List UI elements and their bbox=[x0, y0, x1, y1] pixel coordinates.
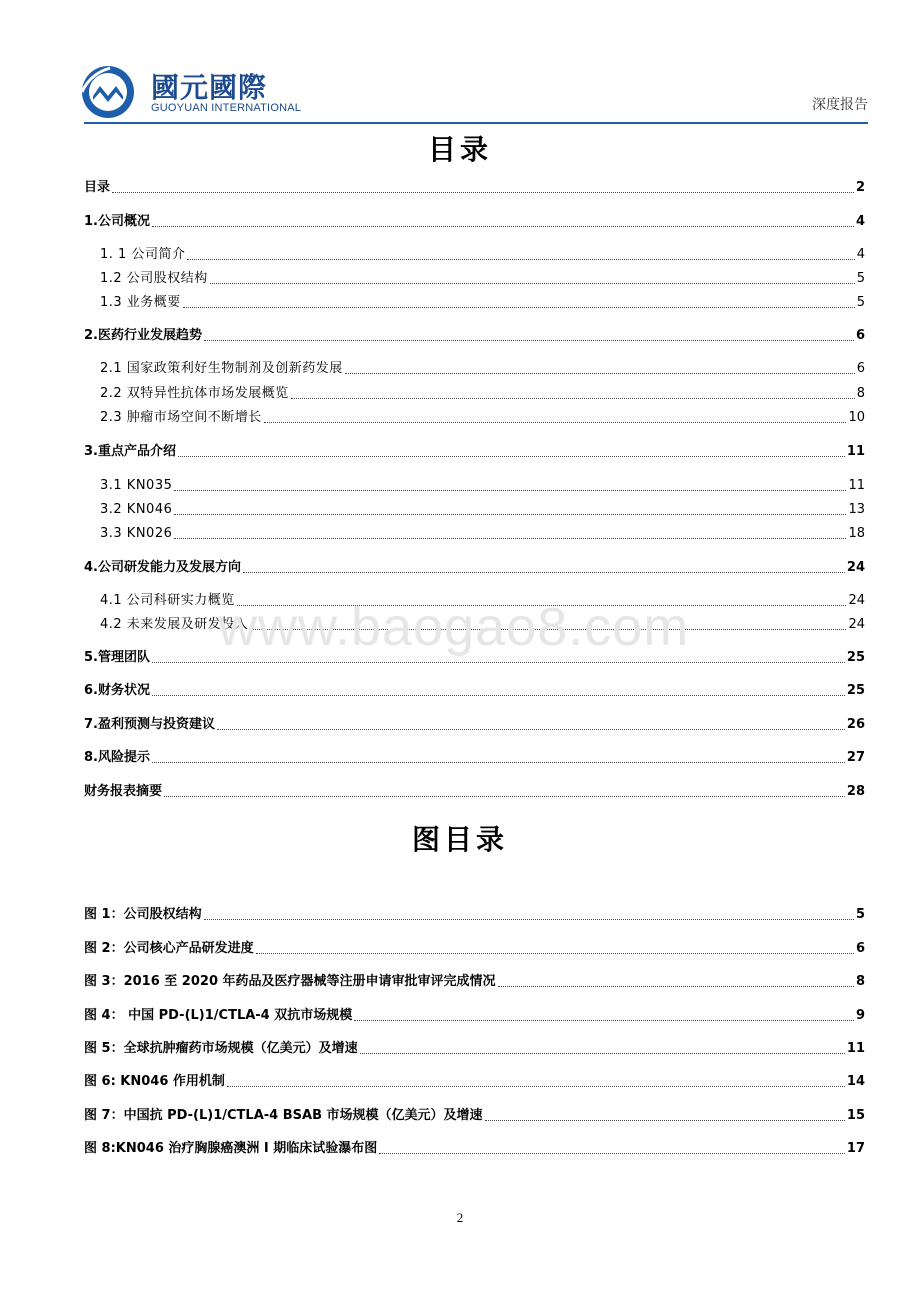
toc-entry-label: 3.3 KN026 bbox=[100, 526, 173, 541]
toc-entry[interactable] bbox=[84, 750, 865, 766]
toc-entry[interactable] bbox=[84, 214, 865, 230]
toc-entry[interactable] bbox=[84, 361, 865, 377]
figure-entry-label: 图 8:KN046 治疗胸腺癌澳洲 I 期临床试验瀑布图 bbox=[84, 1141, 378, 1156]
leader-dots bbox=[152, 762, 845, 763]
toc-entry-label: 3.1 KN035 bbox=[100, 478, 173, 493]
figure-entry-label: 图 2：公司核心产品研发进度 bbox=[84, 941, 254, 956]
toc-entry-page: 26 bbox=[846, 717, 865, 732]
figure-entry-page: 15 bbox=[846, 1108, 865, 1123]
toc-entry-page: 4 bbox=[856, 247, 865, 262]
figure-entry[interactable] bbox=[84, 907, 865, 923]
leader-dots bbox=[354, 1020, 854, 1021]
toc-entry-label: 4.1 公司科研实力概览 bbox=[100, 593, 235, 608]
figure-entry-page: 9 bbox=[855, 1008, 865, 1023]
leader-dots bbox=[264, 422, 847, 423]
toc-entry-label: 1.2 公司股权结构 bbox=[100, 271, 208, 286]
toc-entry-page: 27 bbox=[846, 750, 865, 765]
leader-dots bbox=[243, 572, 845, 573]
toc-entry-label: 2.2 双特异性抗体市场发展概览 bbox=[100, 386, 289, 401]
figure-entry[interactable] bbox=[84, 941, 865, 957]
toc-entry[interactable] bbox=[84, 683, 865, 699]
watermark: www.baogao8.com bbox=[218, 597, 690, 657]
page-header bbox=[80, 62, 868, 122]
toc-entry-page: 18 bbox=[848, 526, 865, 541]
toc-entry-page: 11 bbox=[846, 444, 865, 459]
toc-entry[interactable] bbox=[84, 328, 865, 344]
figure-list-title: 图目录 bbox=[411, 823, 508, 856]
leader-dots bbox=[152, 226, 854, 227]
toc-entry-label: 3.2 KN046 bbox=[100, 502, 173, 517]
leader-dots bbox=[345, 373, 855, 374]
leader-dots bbox=[174, 490, 846, 491]
figure-entry-page: 5 bbox=[855, 907, 865, 922]
toc-entry[interactable] bbox=[84, 386, 865, 402]
leader-dots bbox=[152, 662, 845, 663]
toc-entry-label: 8.风险提示 bbox=[84, 750, 150, 765]
toc-entry-label: 7.盈利预测与投资建议 bbox=[84, 717, 215, 732]
leader-dots bbox=[485, 1120, 845, 1121]
toc-entry-page: 2 bbox=[855, 180, 865, 195]
toc-entry[interactable] bbox=[84, 784, 865, 800]
toc-entry-page: 6 bbox=[856, 361, 865, 376]
toc-title: 目录 bbox=[427, 133, 492, 166]
toc-entry-page: 5 bbox=[856, 271, 865, 286]
toc-entry-label: 6.财务状况 bbox=[84, 683, 150, 698]
figure-entry-page: 8 bbox=[855, 974, 865, 989]
figure-entry-label: 图 5：全球抗肿瘤药市场规模（亿美元）及增速 bbox=[84, 1041, 358, 1056]
toc-entry-page: 11 bbox=[848, 478, 865, 493]
toc-entry-label: 4.2 未来发展及研发投入 bbox=[100, 617, 249, 632]
leader-dots bbox=[164, 796, 845, 797]
figure-entry-page: 17 bbox=[846, 1141, 865, 1156]
toc-entry-page: 13 bbox=[848, 502, 865, 517]
toc-entry-label: 1.3 业务概要 bbox=[100, 295, 181, 310]
toc-entry[interactable] bbox=[84, 444, 865, 460]
header-divider bbox=[84, 122, 868, 124]
toc-entry-page: 25 bbox=[846, 650, 865, 665]
toc-entry-label: 2.3 肿瘤市场空间不断增长 bbox=[100, 410, 262, 425]
leader-dots bbox=[379, 1153, 845, 1154]
leader-dots bbox=[112, 192, 854, 193]
toc-entry-label: 3.重点产品介绍 bbox=[84, 444, 176, 459]
guoyuan-logo-icon bbox=[80, 64, 140, 120]
report-type-label: 深度报告 bbox=[812, 97, 868, 113]
leader-dots bbox=[256, 953, 854, 954]
figure-entry-page: 14 bbox=[846, 1074, 865, 1089]
figure-entry[interactable] bbox=[84, 974, 865, 990]
figure-entry-label: 图 6: KN046 作用机制 bbox=[84, 1074, 225, 1089]
page-number: 2 bbox=[456, 1210, 464, 1225]
toc-entry-page: 24 bbox=[848, 617, 865, 632]
toc-entry-label: 2.1 国家政策利好生物制剂及创新药发展 bbox=[100, 361, 343, 376]
toc-entry-page: 4 bbox=[855, 214, 865, 229]
toc-entry-label: 5.管理团队 bbox=[84, 650, 150, 665]
toc-entry[interactable] bbox=[84, 526, 865, 542]
leader-dots bbox=[183, 307, 855, 308]
toc-entry-page: 24 bbox=[848, 593, 865, 608]
leader-dots bbox=[178, 456, 845, 457]
toc-entry-page: 8 bbox=[856, 386, 865, 401]
figure-entry[interactable] bbox=[84, 1074, 865, 1090]
toc-entry-page: 10 bbox=[848, 410, 865, 425]
toc-entry-label: 2.医药行业发展趋势 bbox=[84, 328, 202, 343]
figure-entry[interactable] bbox=[84, 1008, 865, 1024]
leader-dots bbox=[217, 729, 845, 730]
toc-entry-page: 28 bbox=[846, 784, 865, 799]
toc-entry-label: 1.公司概况 bbox=[84, 214, 150, 229]
figure-entry-label: 图 1：公司股权结构 bbox=[84, 907, 202, 922]
leader-dots bbox=[360, 1053, 845, 1054]
toc-entry-label: 目录 bbox=[84, 180, 111, 195]
toc-entry-page: 25 bbox=[846, 683, 865, 698]
toc-entry[interactable] bbox=[84, 295, 865, 311]
toc-entry[interactable] bbox=[84, 247, 865, 263]
toc-entry-page: 5 bbox=[856, 295, 865, 310]
toc-entry-page: 24 bbox=[846, 560, 865, 575]
figure-entry[interactable] bbox=[84, 1108, 865, 1124]
figure-entry-page: 6 bbox=[855, 941, 865, 956]
toc-entry[interactable] bbox=[84, 271, 865, 287]
toc-entry-label: 1. 1 公司简介 bbox=[100, 247, 186, 262]
leader-dots bbox=[204, 340, 854, 341]
logo-chinese-name: 國元國際 bbox=[151, 71, 268, 104]
toc-entry[interactable] bbox=[84, 717, 865, 733]
leader-dots bbox=[204, 919, 854, 920]
figure-entry-label: 图 7：中国抗 PD-(L)1/CTLA-4 BSAB 市场规模（亿美元）及增速 bbox=[84, 1108, 483, 1123]
toc-entry[interactable] bbox=[84, 410, 865, 426]
figure-entry-label: 图 4： 中国 PD-(L)1/CTLA-4 双抗市场规模 bbox=[84, 1008, 353, 1023]
toc-entry[interactable] bbox=[84, 560, 865, 576]
toc-entry[interactable] bbox=[84, 180, 865, 196]
toc-entry-page: 6 bbox=[855, 328, 865, 343]
toc-entry-label: 财务报表摘要 bbox=[84, 784, 163, 799]
leader-dots bbox=[187, 259, 854, 260]
figure-entry[interactable] bbox=[84, 1041, 865, 1057]
figure-entry[interactable] bbox=[84, 1141, 865, 1157]
leader-dots bbox=[174, 538, 846, 539]
leader-dots bbox=[210, 283, 855, 284]
leader-dots bbox=[174, 514, 846, 515]
toc-entry-label: 4.公司研发能力及发展方向 bbox=[84, 560, 241, 575]
toc-entry[interactable] bbox=[84, 478, 865, 494]
figure-entry-page: 11 bbox=[846, 1041, 865, 1056]
leader-dots bbox=[227, 1086, 845, 1087]
figure-entry-label: 图 3：2016 至 2020 年药品及医疗器械等注册申请审批审评完成情况 bbox=[84, 974, 496, 989]
leader-dots bbox=[291, 398, 855, 399]
toc-entry[interactable] bbox=[84, 502, 865, 518]
logo-english-name: GUOYUAN INTERNATIONAL bbox=[151, 102, 302, 114]
leader-dots bbox=[498, 986, 854, 987]
leader-dots bbox=[152, 695, 845, 696]
